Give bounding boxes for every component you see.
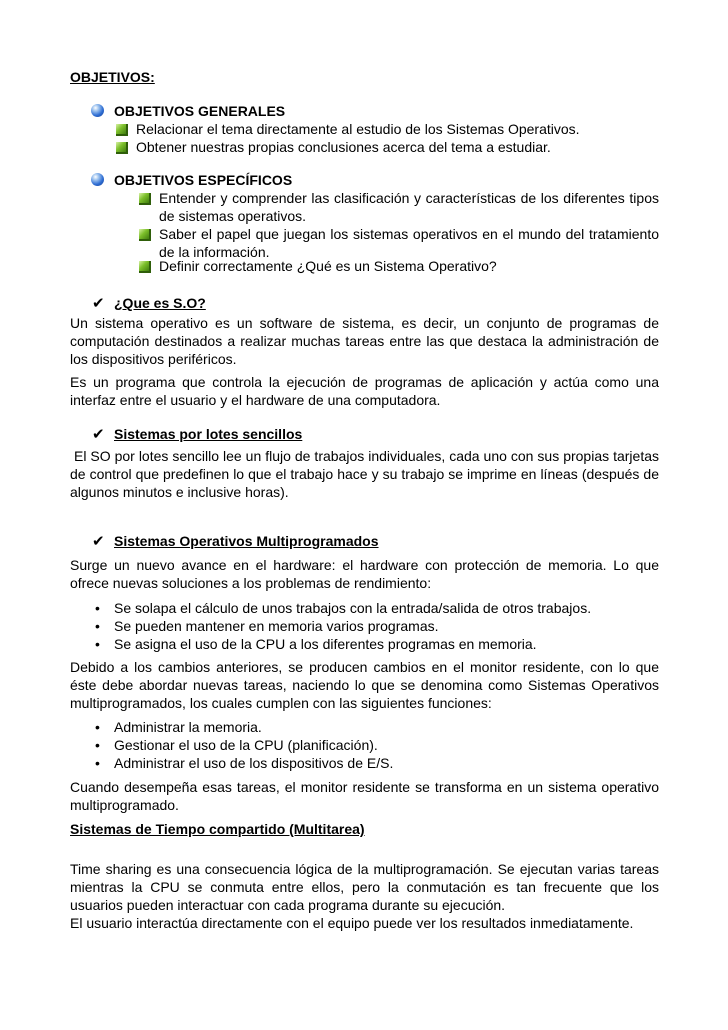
objetivos-heading: OBJETIVOS:: [70, 69, 155, 85]
multi-bullet-item: Gestionar el uso de la CPU (planificación).: [114, 737, 378, 753]
multi-title: Sistemas Operativos Multiprogramados: [114, 533, 379, 549]
blue-ball-bullet-icon: [91, 173, 104, 186]
lotes-title: Sistemas por lotes sencillos: [114, 426, 303, 442]
bullet-dot-icon: •: [95, 719, 100, 735]
blue-ball-bullet-icon: [91, 104, 104, 117]
objetivo-especifico-item: Saber el papel que juegan los sistemas operativos en el mundo del tratamiento de la información.: [159, 226, 659, 260]
green-cube-bullet-icon: [139, 193, 151, 205]
objetivo-general-item: Relacionar el tema directamente al estudio de los Sistemas Operativos.: [136, 121, 580, 137]
checkmark-icon: ✔: [92, 295, 105, 312]
green-cube-bullet-icon: [139, 229, 151, 241]
multi-paragraph: Cuando desempeña esas tareas, el monitor residente se transforma en un sistema operativo multiprogramado.: [70, 779, 659, 813]
objetivo-especifico-item: Definir correctamente ¿Qué es un Sistema Operativo?: [159, 258, 497, 274]
green-cube-bullet-icon: [116, 142, 128, 154]
objetivos-especificos-title: OBJETIVOS ESPECÍFICOS: [114, 172, 293, 188]
multi-bullet-item: Administrar la memoria.: [114, 719, 262, 735]
multi-bullet-item: Administrar el uso de los dispositivos de E/S.: [114, 755, 394, 771]
multi-paragraph: Debido a los cambios anteriores, se producen cambios en el monitor residente, con lo que éste debe abordar nuevas tareas, naciendo lo que se denomina como Sistemas Operativos multiprogramados, los cuales cumplen con las siguientes funciones:: [70, 659, 659, 711]
tiempo-title: Sistemas de Tiempo compartido (Multitarea): [70, 821, 365, 837]
tiempo-paragraph: El usuario interactúa directamente con el equipo puede ver los resultados inmediatamente.: [70, 915, 634, 931]
bullet-dot-icon: •: [95, 618, 100, 634]
multi-bullet-item: Se asigna el uso de la CPU a los diferentes programas en memoria.: [114, 636, 537, 652]
bullet-dot-icon: •: [95, 755, 100, 771]
que-es-title: ¿Que es S.O?: [114, 295, 206, 311]
objetivo-especifico-item: Entender y comprender las clasificación y características de los diferentes tipos de sistemas operativos.: [159, 190, 659, 224]
bullet-dot-icon: •: [95, 600, 100, 616]
bullet-dot-icon: •: [95, 636, 100, 652]
checkmark-icon: ✔: [92, 426, 105, 443]
objetivo-general-item: Obtener nuestras propias conclusiones acerca del tema a estudiar.: [136, 139, 551, 155]
que-es-paragraph: Un sistema operativo es un software de sistema, es decir, un conjunto de programas de computación destinados a realizar muchas tareas entre las que destaca la administración de los dispositivos periféricos.: [70, 315, 659, 367]
lotes-paragraph: El SO por lotes sencillo lee un flujo de trabajos individuales, cada uno con sus propias tarjetas de control que predefinen lo que el trabajo hace y su trabajo se imprime en líneas (después de algunos minutos e inclusive horas).: [70, 448, 663, 500]
multi-bullet-item: Se pueden mantener en memoria varios programas.: [114, 618, 439, 634]
multi-bullet-item: Se solapa el cálculo de unos trabajos con la entrada/salida de otros trabajos.: [114, 600, 592, 616]
green-cube-bullet-icon: [139, 261, 151, 273]
bullet-dot-icon: •: [95, 737, 100, 753]
que-es-paragraph: Es un programa que controla la ejecución de programas de aplicación y actúa como una interfaz entre el usuario y el hardware de una computadora.: [70, 374, 659, 408]
checkmark-icon: ✔: [92, 533, 105, 550]
green-cube-bullet-icon: [116, 124, 128, 136]
objetivos-generales-title: OBJETIVOS GENERALES: [114, 103, 286, 119]
tiempo-paragraph: Time sharing es una consecuencia lógica de la multiprogramación. Se ejecutan varias tareas mientras la CPU se conmuta entre ellos, pero la conmutación es tan frecuente que los usuarios pueden interactuar con cada programa durante su ejecución.: [70, 861, 659, 913]
multi-paragraph: Surge un nuevo avance en el hardware: el hardware con protección de memoria. Lo que ofrece nuevas soluciones a los problemas de rendimiento:: [70, 557, 659, 591]
